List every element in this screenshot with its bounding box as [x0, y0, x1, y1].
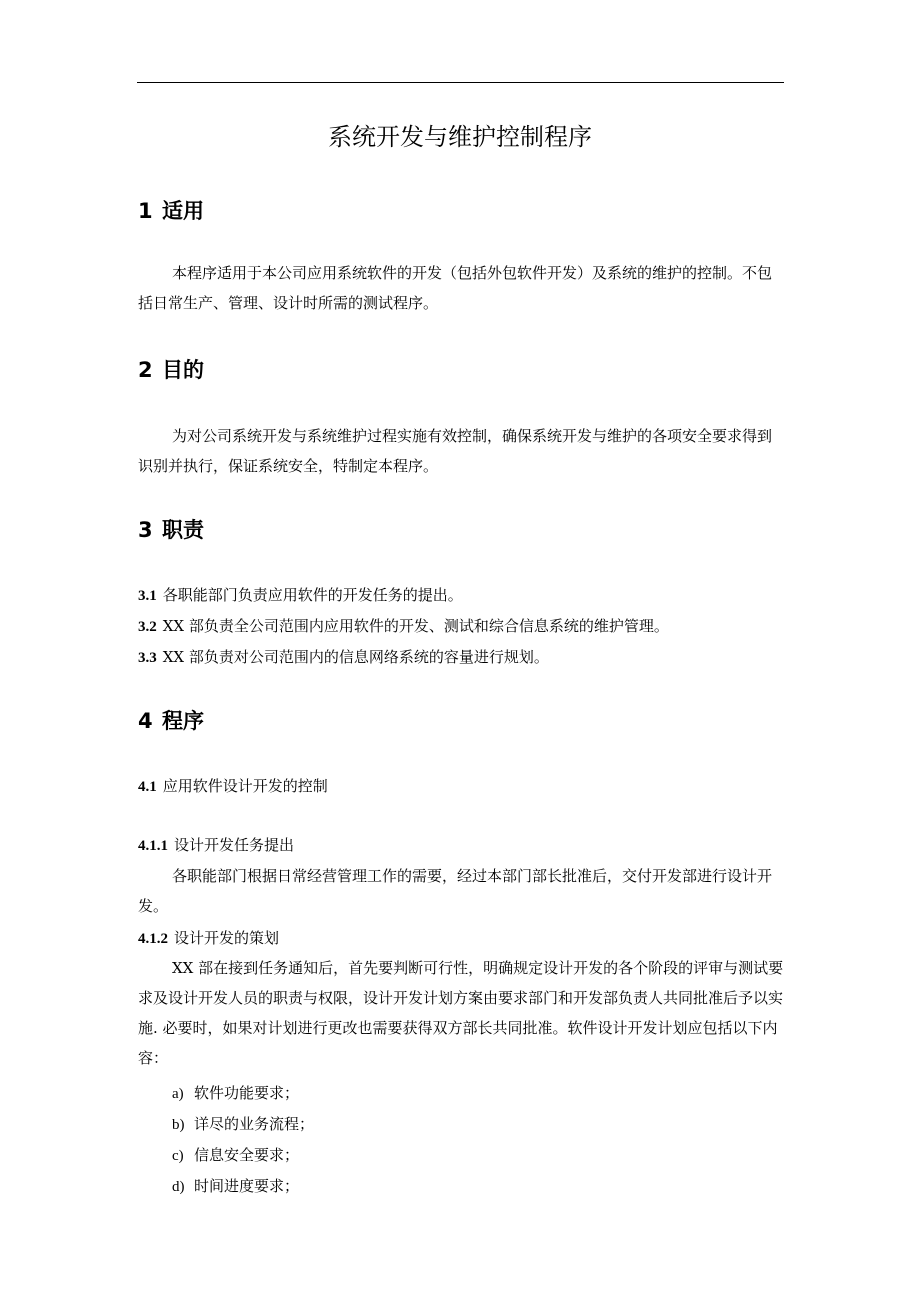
section-2-paragraph: 为对公司系统开发与系统维护过程实施有效控制，确保系统开发与维护的各项安全要求得到识别并执行，保证系统安全，特制定本程序。 — [138, 427, 773, 475]
section-title: 目的 — [162, 358, 204, 382]
section-title: 适用 — [162, 199, 204, 223]
section-number: 4 — [138, 709, 153, 733]
list-item: b) 详尽的业务流程； — [172, 1115, 315, 1133]
subsection-4-1-1: 4.1.1 设计开发任务提出 — [138, 836, 295, 854]
section-4-heading — [138, 706, 204, 736]
duty-item: 3.1 各职能部门负责应用软件的开发任务的提出。 — [138, 586, 463, 604]
section-number: 3 — [138, 518, 153, 542]
section-1-paragraph: 本程序适用于本公司应用系统软件的开发（包括外包软件开发）及系统的维护的控制。不包括日常生产、管理、设计时所需的测试程序。 — [138, 264, 773, 312]
subsection-4-1-1-paragraph: 各职能部门根据日常经营管理工作的需要，经过本部门部长批准后，交付开发部进行设计开发。 — [138, 867, 773, 915]
section-2-heading — [138, 355, 204, 385]
section-number: 2 — [138, 358, 153, 382]
list-item: d) 时间进度要求； — [172, 1177, 300, 1195]
subsection-4-1-2-paragraph: XX 部在接到任务通知后，首先要判断可行性，明确规定设计开发的各个阶段的评审与测试要求及设计开发人员的职责与权限，设计开发计划方案由要求部门和开发部负责人共同批准后予以实施. 必要时，如果对计划进行更改也需要获得双方部长共同批准。软件设计开发计划应包括以下内容： — [138, 959, 784, 1067]
list-item: c) 信息安全要求； — [172, 1146, 300, 1164]
subsection-4-1: 4.1 应用软件设计开发的控制 — [138, 777, 328, 795]
section-title: 程序 — [162, 709, 204, 733]
duty-item: 3.3 XX 部负责对公司范围内的信息网络系统的容量进行规划。 — [138, 648, 549, 666]
section-3-heading — [138, 515, 204, 545]
section-number: 1 — [138, 199, 153, 223]
duty-item: 3.2 XX 部负责全公司范围内应用软件的开发、测试和综合信息系统的维护管理。 — [138, 617, 669, 635]
list-item: a) 软件功能要求； — [172, 1084, 300, 1102]
subsection-4-1-2: 4.1.2 设计开发的策划 — [138, 929, 280, 947]
section-1-heading — [138, 196, 204, 226]
section-title: 职责 — [162, 518, 204, 542]
document-title: 系统开发与维护控制程序 — [328, 123, 592, 151]
header-rule — [137, 82, 784, 83]
